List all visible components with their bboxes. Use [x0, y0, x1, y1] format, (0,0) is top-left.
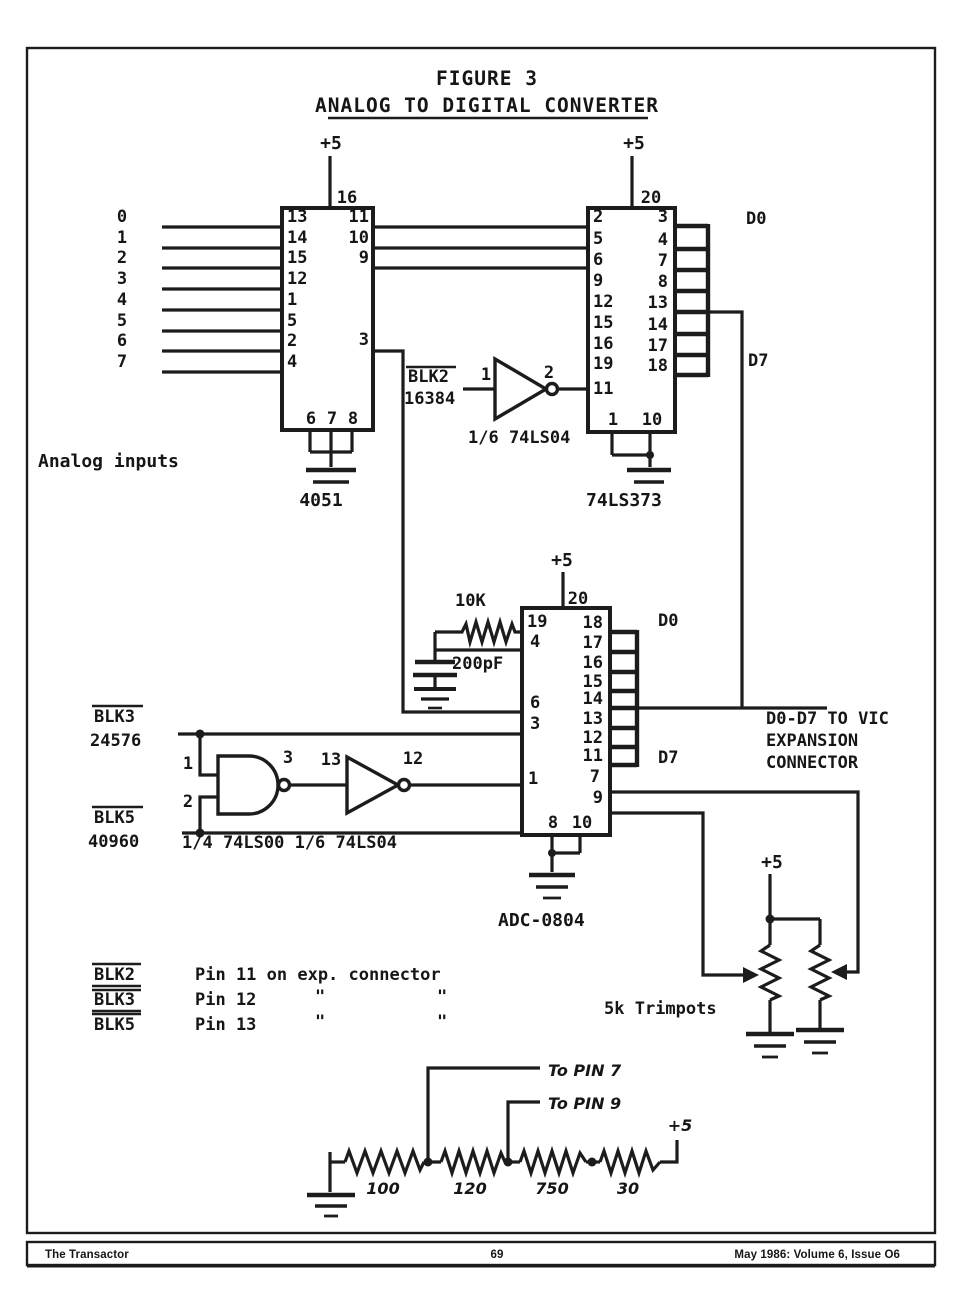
figure-title: FIGURE 3 — [436, 67, 538, 90]
resistor-value: 750 — [535, 1179, 569, 1198]
mux-pin: 10 — [348, 228, 369, 248]
mux-pin: 2 — [287, 331, 298, 351]
footer-band — [27, 1242, 935, 1266]
inverter-pin2: 2 — [543, 363, 555, 383]
adc-pin: 11 — [582, 746, 603, 766]
mux-pin3: 3 — [358, 330, 369, 350]
inverter-blk2 — [404, 359, 588, 448]
adc-pin: 10 — [571, 813, 593, 833]
footer-issue-info: May 1986: Volume 6, Issue O6 — [734, 1249, 900, 1261]
inverter-bubble — [547, 384, 558, 395]
adc-pin: 18 — [582, 613, 603, 633]
vic-connector-note — [766, 709, 889, 773]
resistor-value: 30 — [616, 1179, 640, 1198]
trimpot-vcc-label: +5 — [761, 852, 783, 873]
wire-latch-bus-down — [708, 312, 742, 708]
adc-pin: 12 — [582, 728, 603, 748]
legend-ditto: " — [315, 1012, 326, 1032]
adc-pin: 16 — [582, 653, 603, 673]
mux-pin16: 16 — [336, 188, 358, 208]
mux-pin: 4 — [287, 352, 298, 372]
latch-pin: 14 — [647, 315, 668, 335]
wiper-arrow-left — [743, 967, 759, 983]
adc-pin: 1 — [528, 769, 539, 789]
latch-pin: 4 — [657, 230, 668, 250]
latch-vcc-label: +5 — [623, 133, 645, 154]
nand-bubble — [279, 780, 290, 791]
input-label-2: 2 — [116, 248, 128, 268]
trimpot-left — [761, 945, 779, 1000]
mux-ground-symbol — [306, 430, 356, 482]
chip-select-logic — [88, 706, 522, 853]
analog-input-wires — [162, 227, 282, 372]
divider-vcc-label: +5 — [667, 1116, 693, 1135]
mux-pin: 11 — [348, 207, 369, 227]
mux-pin: 13 — [287, 207, 308, 227]
mux-pin: 1 — [287, 290, 298, 310]
latch-pin: 2 — [593, 207, 604, 227]
adc-chip-label: ADC-0804 — [498, 910, 585, 931]
latch-pin: 1 — [607, 410, 619, 430]
vic-text-line2: EXPANSION — [766, 731, 859, 751]
latch-pin: 12 — [593, 292, 614, 312]
latch-pin: 18 — [647, 356, 668, 376]
mux-4051 — [38, 133, 522, 712]
blk5-address-label: 40960 — [88, 832, 140, 852]
blk3-address-label: 24576 — [90, 731, 142, 751]
legend-blk5: BLK5 — [94, 1015, 135, 1035]
latch-pin: 7 — [657, 251, 668, 271]
latch-pin: 16 — [593, 334, 614, 354]
resistor-value: 120 — [453, 1179, 487, 1198]
blk2-address-label: 16384 — [404, 389, 456, 409]
adc-ground-symbol — [529, 835, 580, 898]
resistor-120 — [441, 1151, 505, 1173]
adc-pin: 17 — [582, 633, 603, 653]
trimpots — [604, 852, 847, 1057]
inverter2-bubble — [399, 780, 410, 791]
blk-legend — [92, 964, 447, 1035]
legend-blk3: BLK3 — [94, 990, 135, 1010]
trimpot-ground-right — [796, 1030, 844, 1053]
mux-pin: 9 — [358, 248, 369, 268]
inverter-chip-label: 1/6 74LS04 — [468, 428, 571, 448]
input-label-6: 6 — [116, 331, 128, 351]
footer-page-number: 69 — [490, 1249, 504, 1261]
adc-output-bus — [610, 630, 637, 767]
input-label-5: 5 — [116, 311, 128, 331]
mux-chip-label: 4051 — [299, 490, 343, 511]
wires-mux-to-latch — [373, 227, 588, 268]
divider-ground-symbol — [307, 1195, 355, 1216]
adc-pin20: 20 — [567, 589, 589, 609]
mux-pin: 6 — [305, 409, 317, 429]
mux-pin: 5 — [287, 311, 298, 331]
mux-pin: 15 — [287, 248, 308, 268]
adc-pin7: 7 — [589, 767, 600, 787]
legend-ditto: " — [437, 987, 448, 1007]
legend-row-text: Pin 11 on exp. connector — [195, 965, 441, 985]
figure-title-block — [315, 67, 659, 118]
vic-text-line1: D0-D7 TO VIC — [766, 709, 889, 729]
adc-pin: 19 — [527, 612, 548, 632]
inverter2-pin12: 12 — [402, 749, 424, 769]
mux-pin: 8 — [347, 409, 359, 429]
latch-pin: 8 — [657, 272, 668, 292]
capacitor-200pf-label: 200pF — [452, 654, 504, 674]
adc-pin: 6 — [530, 693, 541, 713]
trimpots-caption: 5k Trimpots — [604, 999, 717, 1019]
inverter-pin1: 1 — [480, 365, 492, 385]
adc-clock-rc — [413, 591, 522, 708]
inverter2-triangle — [347, 757, 398, 813]
legend-row-text: Pin 12 — [195, 990, 257, 1010]
resistor-30 — [600, 1151, 660, 1173]
adc-pin: 14 — [582, 689, 603, 709]
latch-pin: 3 — [657, 207, 668, 227]
legend-row-text: Pin 13 — [195, 1015, 257, 1035]
adc-pin: 3 — [530, 714, 541, 734]
reference-divider — [307, 1061, 692, 1216]
input-label-4: 4 — [116, 290, 128, 310]
latch-chip-label: 74LS373 — [586, 490, 662, 511]
adc-pin: 13 — [582, 709, 603, 729]
adc-pin: 15 — [582, 672, 603, 692]
latch-pin: 5 — [593, 229, 604, 249]
latch-pin: 10 — [641, 410, 663, 430]
inverter2-pin13: 13 — [320, 750, 342, 770]
nand-pin3: 3 — [282, 748, 294, 768]
latch-output-bus — [675, 224, 708, 377]
resistor-value: 100 — [366, 1179, 400, 1198]
latch-pin20: 20 — [640, 188, 662, 208]
adc-pin: 8 — [547, 813, 559, 833]
adc-pin: 4 — [530, 632, 541, 652]
resistor-750 — [520, 1151, 586, 1173]
inverter-triangle — [495, 359, 546, 419]
wiper-arrow-right — [831, 964, 847, 980]
blk3-signal-label: BLK3 — [94, 707, 135, 727]
mux-vcc-label: +5 — [320, 133, 342, 154]
blk2-signal-label: BLK2 — [408, 367, 449, 387]
latch-d0-label: D0 — [746, 209, 767, 229]
nand-pin2: 2 — [182, 792, 194, 812]
nand-gate — [218, 756, 278, 814]
adc-d0-label: D0 — [658, 611, 679, 631]
legend-blk2: BLK2 — [94, 965, 135, 985]
trimpot-ground-left — [746, 1034, 794, 1057]
adc-d7-label: D7 — [658, 748, 679, 768]
nand-pin1: 1 — [182, 754, 194, 774]
resistor-10k — [435, 622, 522, 642]
input-label-0: 0 — [116, 207, 128, 227]
latch-pin: 9 — [593, 271, 604, 291]
figure-subtitle: ANALOG TO DIGITAL CONVERTER — [315, 94, 659, 117]
wire-divider-vcc — [660, 1140, 677, 1162]
latch-pin11: 11 — [593, 379, 614, 399]
blk5-signal-label: BLK5 — [94, 808, 135, 828]
latch-pin: 17 — [647, 336, 668, 356]
latch-pin: 19 — [593, 354, 614, 374]
analog-inputs-caption: Analog inputs — [38, 451, 179, 472]
footer-magazine-name: The Transactor — [45, 1249, 129, 1261]
mux-pin: 7 — [326, 409, 338, 429]
input-label-7: 7 — [116, 352, 128, 372]
resistor-10k-label: 10K — [455, 591, 486, 611]
resistor-100 — [345, 1151, 424, 1173]
legend-ditto: " — [437, 1012, 448, 1032]
input-label-3: 3 — [116, 269, 128, 289]
gate-chips-label: 1/4 74LS00 1/6 74LS04 — [182, 833, 397, 853]
latch-pin: 13 — [647, 293, 668, 313]
tap-pin9-label: To PIN 9 — [548, 1094, 622, 1113]
wire-pin9-to-trimpot — [610, 813, 745, 975]
latch-ground-symbol — [612, 432, 671, 482]
mux-pin: 14 — [287, 228, 308, 248]
latch-pin: 6 — [593, 250, 604, 270]
adc-vcc-label: +5 — [551, 550, 573, 571]
mux-pin: 12 — [287, 269, 308, 289]
adc-pin9: 9 — [592, 788, 603, 808]
legend-ditto: " — [315, 987, 326, 1007]
latch-pin: 15 — [593, 313, 614, 333]
vic-text-line3: CONNECTOR — [766, 753, 859, 773]
tap-pin7-label: To PIN 7 — [548, 1061, 622, 1080]
latch-d7-label: D7 — [748, 351, 769, 371]
trimpot-right — [811, 945, 829, 1000]
input-label-1: 1 — [116, 228, 128, 248]
